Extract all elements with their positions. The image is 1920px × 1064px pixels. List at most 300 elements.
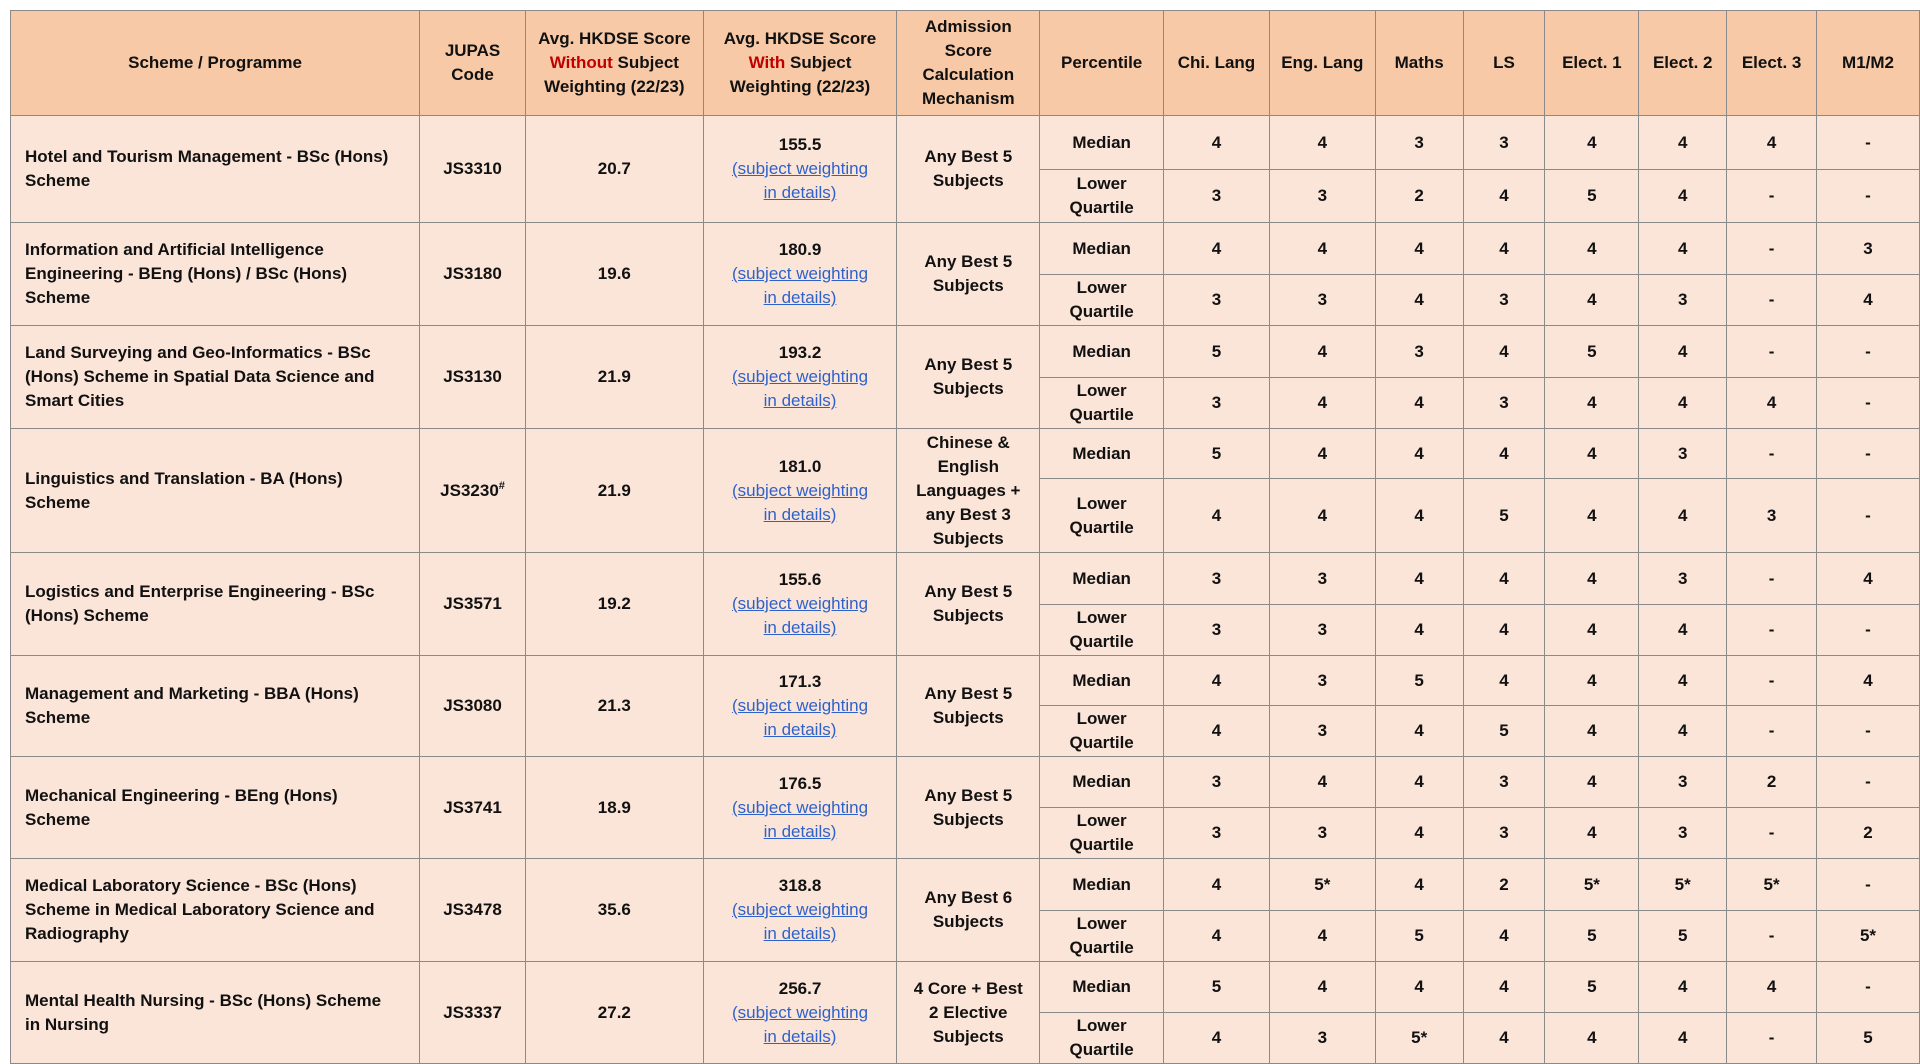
- grade-value: 5: [1414, 926, 1424, 945]
- col-header-percentile: Percentile: [1040, 11, 1164, 116]
- median-elect-3-cell: [1727, 116, 1817, 170]
- score-with-weighting-cell: [703, 656, 897, 757]
- with-highlight: With: [748, 53, 786, 72]
- programme-name-cell: [11, 553, 420, 656]
- lower-quartile-elect-1-cell: [1545, 1013, 1639, 1064]
- median-elect-3-cell: [1727, 962, 1817, 1013]
- lower-quartile-ls-cell: [1463, 1013, 1545, 1064]
- median-m1-m2-cell: [1817, 326, 1920, 378]
- percentile-label-line: Median: [1072, 341, 1131, 361]
- programme-name-line: Scheme in Medical Laboratory Science and: [25, 900, 375, 919]
- percentile-label-line: Lower: [1076, 914, 1127, 933]
- median-m1-m2-cell: [1817, 757, 1920, 808]
- percentile-label-line: Quartile: [1069, 198, 1134, 217]
- median-ls-cell: [1463, 553, 1545, 605]
- score-without-weighting-cell: [525, 962, 703, 1064]
- admission-mechanism-cell: [897, 757, 1040, 859]
- programme-name-line: (Hons) Scheme in Spatial Data Science and: [25, 367, 375, 386]
- admission-mechanism-cell: [897, 429, 1040, 553]
- grade-value: 5: [1499, 505, 1509, 525]
- jupas-code-cell: [420, 962, 526, 1064]
- programme-name-line: Engineering - BEng (Hons) / BSc (Hons): [25, 264, 348, 283]
- programme-name-cell: [11, 757, 420, 859]
- grade-value: -: [1865, 132, 1871, 152]
- grade-value: 3: [1414, 341, 1424, 361]
- programme-name-line: Hotel and Tourism Management - BSc (Hons): [25, 147, 389, 166]
- grade-value: 4: [1677, 341, 1688, 361]
- grade-value: 5: [1587, 341, 1597, 361]
- grade-value: -: [1768, 568, 1775, 588]
- score-without-weighting: 21.3: [597, 696, 631, 715]
- jupas-code-cell: [420, 116, 526, 223]
- median-chi-lang-cell: [1164, 116, 1270, 170]
- lower-quartile-elect-1-cell: [1545, 170, 1639, 223]
- admission-mechanism-line: Subjects: [932, 276, 1004, 295]
- grade-value: 4: [1499, 443, 1509, 463]
- percentile-lower-quartile: [1040, 605, 1164, 656]
- jupas-code-footnote-mark: #: [498, 479, 505, 492]
- subject-weighting-link[interactable]: [732, 594, 868, 637]
- lower-quartile-maths-cell: [1375, 808, 1463, 859]
- percentile-lower-quartile: [1040, 479, 1164, 553]
- lower-quartile-m1-m2-cell: [1817, 479, 1920, 553]
- grade-value: 3: [1211, 568, 1222, 588]
- jupas-code: JS3337: [443, 1002, 502, 1022]
- lower-quartile-chi-lang-cell: [1164, 479, 1270, 553]
- percentile-label-line: Lower: [1076, 493, 1127, 513]
- grade-value: 4: [1587, 823, 1597, 842]
- percentile-median: [1040, 326, 1164, 378]
- grade-value: 4: [1211, 505, 1222, 525]
- lower-quartile-chi-lang-cell: [1164, 808, 1270, 859]
- grade-value: 3: [1499, 132, 1509, 152]
- col-header-chi-lang: Chi. Lang: [1164, 11, 1270, 116]
- score-without-weighting: 21.9: [597, 480, 631, 500]
- grade-value: -: [1768, 721, 1775, 740]
- median-eng-lang-cell: [1269, 326, 1375, 378]
- col-header-jupas-code: JUPAS Code: [420, 11, 526, 116]
- grade-value: 3: [1317, 670, 1328, 690]
- grade-value: 4: [1499, 670, 1509, 690]
- grade-value: 4: [1211, 721, 1222, 740]
- percentile-label-line: Median: [1072, 238, 1131, 258]
- grade-value: 2: [1499, 874, 1509, 894]
- grade-value: 5: [1211, 341, 1222, 361]
- grade-value: 3: [1211, 186, 1222, 205]
- median-maths-cell: [1375, 656, 1463, 706]
- grade-value: 4: [1677, 977, 1688, 996]
- grade-value: 3: [1499, 393, 1509, 412]
- grade-value: 3: [1499, 290, 1509, 309]
- grade-value: 4: [1414, 620, 1424, 639]
- grade-value: 4: [1587, 721, 1597, 740]
- median-elect-3-cell: [1727, 553, 1817, 605]
- grade-value: 3: [1317, 290, 1328, 309]
- grade-value: 4: [1863, 670, 1873, 690]
- lower-quartile-maths-cell: [1375, 170, 1463, 223]
- median-maths-cell: [1375, 757, 1463, 808]
- grade-value: 4: [1677, 132, 1688, 152]
- grade-value: 4: [1317, 926, 1328, 945]
- grade-value: 4: [1587, 620, 1597, 639]
- grade-value: 4: [1317, 505, 1328, 525]
- admission-mechanism-line: Subjects: [932, 379, 1004, 398]
- programme-row-median: [11, 656, 1920, 706]
- admission-mechanism-line: Subjects: [932, 708, 1004, 727]
- median-maths-cell: [1375, 116, 1463, 170]
- col-header-score-with-weighting: Avg. HKDSE Score With Subject Weighting (22/23): [703, 11, 897, 116]
- programme-row-median: [11, 223, 1920, 275]
- col-header-m1-m2: M1/M2: [1817, 11, 1920, 116]
- lower-quartile-ls-cell: [1463, 911, 1545, 962]
- col-header-score-without-weighting: Avg. HKDSE Score Without Subject Weighting (22/23): [525, 11, 703, 116]
- subject-weighting-link-line: in details): [763, 821, 837, 841]
- grade-value: 4: [1766, 132, 1777, 152]
- grade-value: 3: [1211, 393, 1222, 412]
- grade-value: 4: [1499, 341, 1509, 361]
- grade-value: 4: [1587, 1028, 1597, 1047]
- median-elect-2-cell: [1639, 656, 1727, 706]
- grade-value: 2: [1414, 186, 1424, 205]
- median-elect-2-cell: [1639, 429, 1727, 479]
- programme-name-line: Land Surveying and Geo-Informatics - BSc: [25, 343, 371, 362]
- grade-value: 3: [1211, 772, 1222, 791]
- lower-quartile-eng-lang-cell: [1269, 605, 1375, 656]
- programme-name-cell: [11, 326, 420, 429]
- score-without-weighting: 18.9: [597, 797, 631, 817]
- grade-value: 3: [1317, 620, 1328, 639]
- subject-weighting-link[interactable]: [732, 798, 868, 841]
- median-ls-cell: [1463, 223, 1545, 275]
- lower-quartile-maths-cell: [1375, 911, 1463, 962]
- col-header-ls: LS: [1463, 11, 1545, 116]
- grade-value: 2: [1766, 772, 1777, 791]
- lower-quartile-ls-cell: [1463, 170, 1545, 223]
- grade-value: 4: [1317, 341, 1328, 361]
- median-chi-lang-cell: [1164, 656, 1270, 706]
- median-ls-cell: [1463, 116, 1545, 170]
- subject-weighting-link[interactable]: [732, 900, 868, 943]
- median-eng-lang-cell: [1269, 116, 1375, 170]
- lower-quartile-elect-2-cell: [1639, 605, 1727, 656]
- subject-weighting-link-line: in details): [763, 504, 837, 524]
- col-header-scheme: Scheme / Programme: [11, 11, 420, 116]
- grade-value: -: [1865, 874, 1871, 894]
- col-header-admission-mechanism: Admission Score Calculation Mechanism: [897, 11, 1040, 116]
- admission-mechanism-line: 4 Core + Best: [913, 978, 1023, 998]
- lower-quartile-chi-lang-cell: [1164, 1013, 1270, 1064]
- score-with-weighting: 193.2: [778, 343, 822, 362]
- subject-weighting-link-line: in details): [763, 183, 837, 202]
- subject-weighting-link-line: in details): [763, 288, 837, 307]
- subject-weighting-link[interactable]: [732, 159, 868, 202]
- jupas-code: JS3310: [443, 159, 502, 178]
- score-without-weighting-cell: [525, 429, 703, 553]
- lower-quartile-ls-cell: [1463, 605, 1545, 656]
- grade-value: 4: [1211, 926, 1222, 945]
- grade-value: 3: [1317, 721, 1328, 740]
- subject-weighting-link[interactable]: [732, 264, 868, 307]
- score-without-weighting-cell: [525, 757, 703, 859]
- lower-quartile-ls-cell: [1463, 479, 1545, 553]
- lower-quartile-elect-2-cell: [1639, 479, 1727, 553]
- grade-value: 3: [1414, 132, 1424, 152]
- median-m1-m2-cell: [1817, 553, 1920, 605]
- grade-value: 4: [1211, 132, 1222, 152]
- admission-mechanism-line: Chinese &: [926, 432, 1010, 452]
- median-ls-cell: [1463, 429, 1545, 479]
- subject-weighting-link[interactable]: [732, 696, 868, 739]
- median-maths-cell: [1375, 429, 1463, 479]
- percentile-lower-quartile: [1040, 911, 1164, 962]
- score-with-weighting: 155.6: [778, 570, 822, 589]
- lower-quartile-chi-lang-cell: [1164, 605, 1270, 656]
- grade-value: 4: [1317, 393, 1328, 412]
- grade-value: 4: [1766, 977, 1777, 996]
- admission-mechanism-line: Any Best 5: [924, 252, 1013, 271]
- median-eng-lang-cell: [1269, 429, 1375, 479]
- grade-value: 5*: [1411, 1028, 1428, 1047]
- score-with-weighting-cell: [703, 326, 897, 429]
- jupas-code-cell: [420, 859, 526, 962]
- lower-quartile-maths-cell: [1375, 479, 1463, 553]
- programme-row-median: [11, 429, 1920, 479]
- programme-name-line: Mental Health Nursing - BSc (Hons) Scheme: [25, 990, 382, 1010]
- without-highlight: Without: [549, 53, 613, 72]
- lower-quartile-elect-3-cell: [1727, 706, 1817, 757]
- percentile-label-line: Lower: [1076, 174, 1127, 193]
- lower-quartile-eng-lang-cell: [1269, 378, 1375, 429]
- subject-weighting-link-line: in details): [763, 720, 837, 739]
- score-with-weighting: 176.5: [778, 773, 822, 793]
- admission-mechanism-cell: [897, 326, 1040, 429]
- programme-name-line: Information and Artificial Intelligence: [25, 240, 324, 259]
- score-with-weighting-cell: [703, 429, 897, 553]
- median-eng-lang-cell: [1269, 859, 1375, 911]
- grade-value: -: [1865, 443, 1871, 463]
- lower-quartile-elect-3-cell: [1727, 911, 1817, 962]
- median-elect-3-cell: [1727, 326, 1817, 378]
- percentile-median: [1040, 859, 1164, 911]
- grade-value: 4: [1587, 772, 1597, 791]
- programme-name-line: Logistics and Enterprise Engineering - BSc: [25, 582, 375, 601]
- admission-mechanism-line: 2 Elective: [929, 1002, 1008, 1022]
- score-without-weighting: 19.2: [597, 594, 631, 613]
- grade-value: 5: [1587, 186, 1597, 205]
- grade-value: 4: [1317, 772, 1328, 791]
- median-m1-m2-cell: [1817, 223, 1920, 275]
- median-elect-1-cell: [1545, 757, 1639, 808]
- admission-mechanism-line: Any Best 5: [924, 147, 1013, 166]
- lower-quartile-chi-lang-cell: [1164, 275, 1270, 326]
- grade-value: 3: [1211, 290, 1222, 309]
- subject-weighting-link-line: (subject weighting: [731, 594, 869, 613]
- median-elect-2-cell: [1639, 757, 1727, 808]
- grade-value: 4: [1414, 823, 1424, 842]
- admission-mechanism-cell: [897, 553, 1040, 656]
- grade-value: 4: [1414, 290, 1424, 309]
- grade-value: -: [1865, 186, 1871, 205]
- median-maths-cell: [1375, 326, 1463, 378]
- grade-value: 4: [1414, 977, 1424, 996]
- grade-value: 5: [1587, 926, 1597, 945]
- percentile-label-line: Lower: [1076, 278, 1127, 297]
- admission-mechanism-cell: [897, 223, 1040, 326]
- lower-quartile-maths-cell: [1375, 706, 1463, 757]
- lower-quartile-elect-1-cell: [1545, 479, 1639, 553]
- grade-value: 4: [1499, 977, 1509, 996]
- lower-quartile-elect-3-cell: [1727, 170, 1817, 223]
- grade-value: 4: [1317, 132, 1328, 152]
- grade-value: 5*: [1583, 874, 1600, 894]
- grade-value: -: [1768, 186, 1775, 205]
- median-chi-lang-cell: [1164, 553, 1270, 605]
- percentile-label-line: Median: [1072, 670, 1131, 690]
- admission-mechanism-line: Any Best 5: [924, 785, 1013, 805]
- grade-value: 5: [1211, 443, 1222, 463]
- median-elect-3-cell: [1727, 223, 1817, 275]
- grade-value: 4: [1414, 393, 1424, 412]
- score-with-weighting-cell: [703, 757, 897, 859]
- grade-value: 4: [1499, 1028, 1509, 1047]
- programme-row-median: [11, 859, 1920, 911]
- lower-quartile-elect-3-cell: [1727, 605, 1817, 656]
- grade-value: 4: [1414, 443, 1424, 463]
- grade-value: 4: [1766, 393, 1777, 412]
- subject-weighting-link[interactable]: [732, 481, 868, 524]
- programme-name-line: Medical Laboratory Science - BSc (Hons): [25, 876, 357, 895]
- score-without-weighting: 21.9: [597, 367, 631, 386]
- score-without-weighting: 27.2: [597, 1002, 631, 1022]
- median-m1-m2-cell: [1817, 962, 1920, 1013]
- median-elect-1-cell: [1545, 656, 1639, 706]
- lower-quartile-m1-m2-cell: [1817, 170, 1920, 223]
- subject-weighting-link-line: (subject weighting: [731, 696, 869, 715]
- grade-value: 4: [1677, 1028, 1688, 1047]
- grade-value: 4: [1499, 620, 1509, 639]
- percentile-label-line: Lower: [1076, 1016, 1127, 1035]
- lower-quartile-elect-2-cell: [1639, 706, 1727, 757]
- lower-quartile-elect-2-cell: [1639, 808, 1727, 859]
- jupas-code: JS3230: [440, 480, 499, 500]
- median-chi-lang-cell: [1164, 326, 1270, 378]
- programme-name-cell: [11, 223, 420, 326]
- score-without-weighting: 35.6: [597, 900, 631, 919]
- grade-value: 4: [1677, 505, 1688, 525]
- percentile-label-line: Quartile: [1069, 302, 1134, 321]
- score-without-weighting-cell: [525, 223, 703, 326]
- lower-quartile-elect-1-cell: [1545, 378, 1639, 429]
- programme-name-line: Management and Marketing - BBA (Hons): [25, 684, 359, 703]
- percentile-label-line: Median: [1072, 568, 1131, 588]
- median-maths-cell: [1375, 962, 1463, 1013]
- subject-weighting-link-line: in details): [763, 618, 837, 637]
- median-chi-lang-cell: [1164, 757, 1270, 808]
- grade-value: 4: [1317, 238, 1328, 258]
- lower-quartile-m1-m2-cell: [1817, 275, 1920, 326]
- lower-quartile-eng-lang-cell: [1269, 706, 1375, 757]
- lower-quartile-elect-1-cell: [1545, 911, 1639, 962]
- grade-value: 4: [1499, 186, 1509, 205]
- col-header-eng-lang: Eng. Lang: [1269, 11, 1375, 116]
- grade-value: 3: [1677, 290, 1688, 309]
- grade-value: 4: [1414, 874, 1424, 894]
- lower-quartile-ls-cell: [1463, 808, 1545, 859]
- percentile-label-line: Lower: [1076, 608, 1127, 627]
- programme-name-cell: [11, 429, 420, 553]
- grade-value: 4: [1499, 926, 1509, 945]
- programme-row-median: [11, 116, 1920, 170]
- lower-quartile-elect-1-cell: [1545, 706, 1639, 757]
- lower-quartile-eng-lang-cell: [1269, 911, 1375, 962]
- grade-value: 3: [1317, 823, 1328, 842]
- grade-value: 4: [1863, 568, 1873, 588]
- score-without-weighting-cell: [525, 859, 703, 962]
- grade-value: 4: [1587, 393, 1597, 412]
- median-elect-2-cell: [1639, 223, 1727, 275]
- grade-value: 4: [1677, 238, 1688, 258]
- lower-quartile-elect-2-cell: [1639, 1013, 1727, 1064]
- median-elect-1-cell: [1545, 553, 1639, 605]
- percentile-lower-quartile: [1040, 1013, 1164, 1064]
- programme-name-line: Scheme: [25, 708, 91, 727]
- median-elect-1-cell: [1545, 116, 1639, 170]
- grade-value: 4: [1587, 568, 1597, 588]
- score-with-weighting: 256.7: [778, 978, 822, 998]
- median-maths-cell: [1375, 223, 1463, 275]
- grade-value: -: [1768, 823, 1775, 842]
- subject-weighting-link-line: (subject weighting: [731, 900, 869, 919]
- grade-value: 4: [1677, 721, 1688, 740]
- grade-value: 4: [1414, 238, 1424, 258]
- grade-value: -: [1768, 238, 1775, 258]
- percentile-lower-quartile: [1040, 275, 1164, 326]
- subject-weighting-link-line: (subject weighting: [731, 264, 869, 283]
- lower-quartile-elect-1-cell: [1545, 605, 1639, 656]
- median-elect-1-cell: [1545, 962, 1639, 1013]
- grade-value: 5*: [1859, 926, 1877, 945]
- subject-weighting-link[interactable]: [732, 1003, 868, 1046]
- lower-quartile-chi-lang-cell: [1164, 911, 1270, 962]
- programme-row-median: [11, 326, 1920, 378]
- grade-value: 4: [1863, 290, 1873, 309]
- percentile-lower-quartile: [1040, 378, 1164, 429]
- programme-row-median: [11, 962, 1920, 1013]
- percentile-median: [1040, 962, 1164, 1013]
- lower-quartile-elect-3-cell: [1727, 275, 1817, 326]
- grade-value: 3: [1677, 823, 1688, 842]
- grade-value: 5: [1499, 721, 1509, 740]
- median-chi-lang-cell: [1164, 223, 1270, 275]
- median-ls-cell: [1463, 962, 1545, 1013]
- programme-name-line: Smart Cities: [25, 391, 125, 410]
- grade-value: -: [1768, 290, 1775, 309]
- median-elect-1-cell: [1545, 223, 1639, 275]
- median-maths-cell: [1375, 859, 1463, 911]
- programme-name-cell: [11, 859, 420, 962]
- programme-name-line: Linguistics and Translation - BA (Hons): [25, 468, 343, 488]
- score-with-weighting: 155.5: [778, 135, 822, 154]
- grade-value: -: [1865, 721, 1871, 740]
- subject-weighting-link[interactable]: [732, 367, 868, 410]
- lower-quartile-chi-lang-cell: [1164, 378, 1270, 429]
- grade-value: -: [1865, 772, 1871, 791]
- median-eng-lang-cell: [1269, 553, 1375, 605]
- median-m1-m2-cell: [1817, 429, 1920, 479]
- percentile-label-line: Median: [1072, 874, 1131, 894]
- programme-name-line: Mechanical Engineering - BEng (Hons): [25, 785, 338, 805]
- admission-mechanism-cell: [897, 116, 1040, 223]
